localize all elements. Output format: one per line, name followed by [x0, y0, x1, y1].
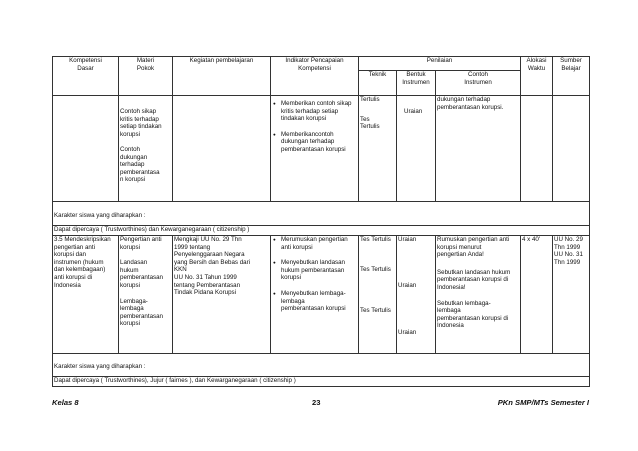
row2-indikator-item: ● Menyebutkan lembaga- lembaga pemberantasan korupsi: [281, 290, 357, 313]
row1-kegiatan: [173, 96, 271, 202]
row2-teknik-1: Tes Tertulis: [360, 236, 391, 243]
row2-teknik-2: Tes Tertulis: [360, 265, 391, 273]
header-contoh-instrumen: Contoh Instrumen: [436, 71, 521, 96]
row2-kegiatan: [173, 236, 271, 354]
karakter-text-row: [53, 377, 590, 387]
row2-indikator-item: ● Merumuskan pengertian anti korupsi: [281, 236, 357, 251]
row1-teknik: [359, 96, 397, 202]
row2-materi-2: Landasan hukum pemberantasan korupsi: [120, 259, 163, 289]
header-indikator: Indikator Pencapaian Kompetensi: [271, 57, 359, 96]
footer-subject-label: PKn SMP/MTs Semester I: [497, 398, 589, 407]
syllabus-table: [52, 56, 590, 387]
row2-kd: 3.5 Mendeskripsikan pengertian anti korupsi dan instrumen (hukum dan kelembagaan) anti korupsi di Indonesia: [53, 236, 119, 354]
row2-contoh: [436, 236, 521, 354]
row2-bentuk-1: Uraian: [398, 236, 417, 243]
row2-alokasi: 4 x 40': [521, 236, 553, 354]
karakter-spacer-row: [53, 202, 590, 212]
row2-indikator-item: ● Menyebutkan landasan hukum pemberantasan korupsi: [281, 259, 357, 282]
row2-bentuk: [397, 236, 436, 354]
row2-kegiatan-2: UU No. 31 Tahun 1999 tentang Pemberantasan Tindak Pidana Korupsi: [174, 273, 241, 297]
row2-contoh-2: Sebutkan landasan hukum pemberantasan korupsi di Indonesia!: [437, 268, 511, 291]
row1-teknik-2: Tes Tertulis: [360, 115, 380, 131]
row2-kegiatan-1: Mengkaji UU No. 29 Thn 1999 tentang Penyelenggaraan Negara yang Bersih dan Bebas dari KKN: [174, 236, 251, 274]
row1-sumber: [553, 96, 590, 202]
karakter-spacer-row: [53, 354, 590, 363]
table-row: [53, 96, 590, 202]
row1-bentuk: [397, 96, 436, 202]
row1-alokasi: [521, 96, 553, 202]
row2-materi: [119, 236, 173, 354]
row2-contoh-3: Sebutkan lembaga- lembaga pemberantasan korupsi di Indonesia: [437, 299, 509, 330]
row1-indikator-item: ● Memberikan contoh sikap kritis terhadap setiap tindakan korupsi: [281, 100, 357, 123]
row2-sumber: UU No. 29 Thn 1999 UU No. 31 Thn 1999: [553, 236, 590, 354]
karakter-1-text: Dapat dipercaya ( Trustworthines) dan Kewarganegaraan ( citizenship ): [53, 226, 590, 236]
footer-page-number: 23: [312, 398, 321, 407]
row1-indikator: [271, 96, 359, 202]
karakter-text-row: [53, 226, 590, 236]
header-kompetensi-dasar: Kompetensi Dasar: [53, 57, 119, 96]
header-alokasi-waktu: Alokasi Waktu: [521, 57, 553, 96]
row2-teknik-3: Tes Tertulis: [360, 307, 391, 315]
row2-teknik: [359, 236, 397, 354]
row1-materi: Contoh sikap kritis terhadap setiap tindakan korupsi Contoh dukungan terhadap pemberantasa n korupsi: [119, 96, 173, 202]
karakter-title-row: [53, 363, 590, 372]
row2-materi-1: Pengertian anti korupsi: [120, 236, 162, 251]
row1-teknik-1: Tertulis: [360, 96, 380, 103]
header-kegiatan-pembelajaran: Kegiatan pembelajaran: [173, 57, 271, 96]
row2-bentuk-3: Uraian: [398, 329, 417, 337]
karakter-2-text: Dapat dipercaya ( Trustworthines), Jujur ( fairnes ), dan Kewarganegaraan ( citizenship ): [53, 377, 590, 387]
header-teknik: Teknik: [359, 71, 397, 96]
header-materi-pokok: Materi Pokok: [119, 57, 173, 96]
row1-bentuk-text: Uraian: [404, 108, 423, 115]
karakter-title-row: [53, 212, 590, 221]
footer-class-label: Kelas 8: [52, 398, 79, 407]
karakter-1-title: Karakter siswa yang diharapkan :: [53, 212, 590, 221]
header-penilaian: Penilaian: [359, 57, 521, 71]
row2-materi-3: Lembaga- lembaga pemberantasan korupsi: [120, 297, 163, 328]
header-sumber-belajar: Sumber Belajar: [553, 57, 590, 96]
row1-indikator-item: ● Memberikancontoh dukungan terhadap pemberantasan korupsi: [281, 131, 357, 154]
row1-contoh: dukungan terhadap pemberantasan korupsi.: [436, 96, 521, 202]
row1-kd: [53, 96, 119, 202]
row2-contoh-1: Rumuskan pengertian anti korupsi menurut pengertian Anda!: [437, 236, 510, 259]
row2-indikator: [271, 236, 359, 354]
karakter-2-title: Karakter siswa yang diharapkan :: [53, 363, 590, 372]
table-row: [53, 236, 590, 354]
row2-bentuk-2: Uraian: [398, 281, 417, 289]
header-bentuk-instrumen: Bentuk Instrumen: [397, 71, 436, 96]
